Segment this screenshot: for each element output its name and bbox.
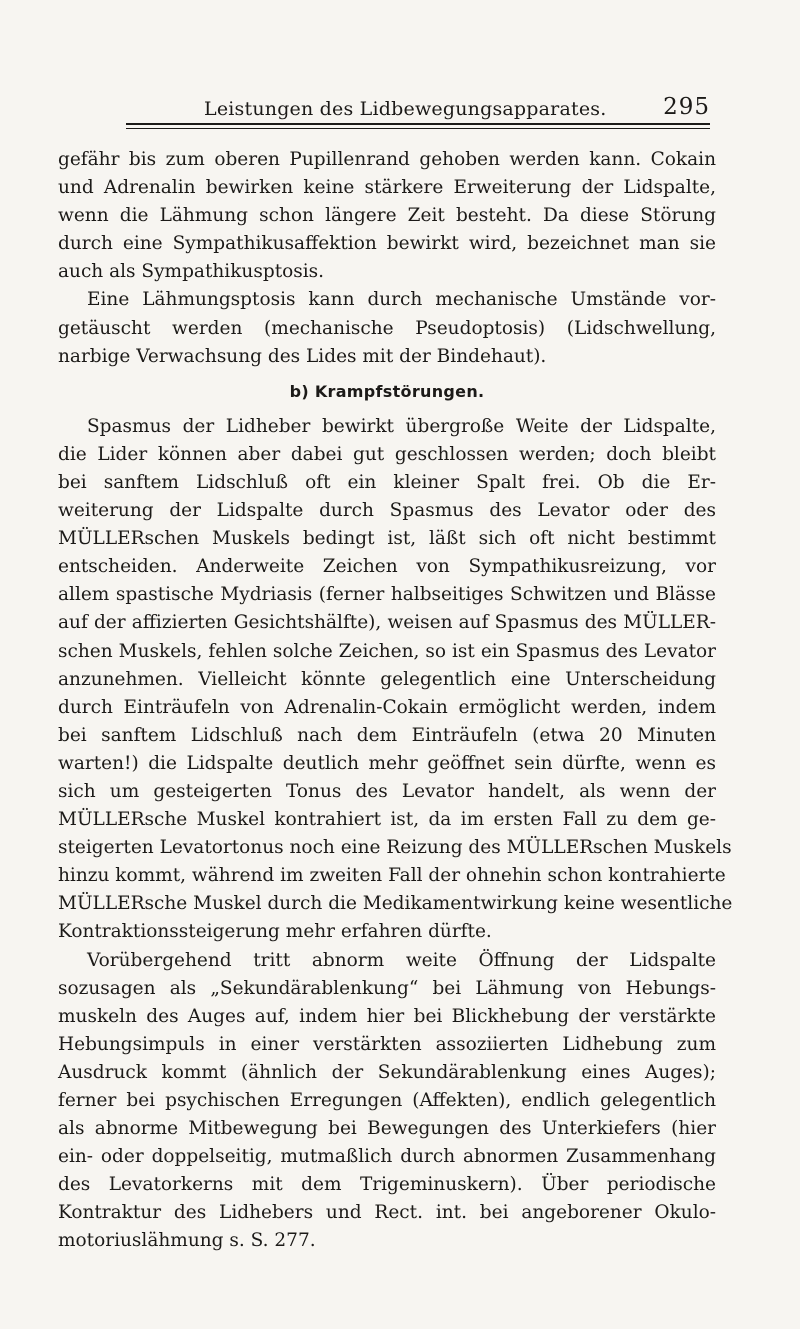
body-text [58, 146, 733, 1256]
text-line: auf der affizierten Gesichtshälfte), weisen auf Spasmus des MÜLLER- [58, 612, 716, 634]
text-line: wenn die Lähmung schon längere Zeit besteht. Da diese Störung [58, 205, 716, 227]
text-line: bei sanftem Lidschluß oft ein kleiner Spalt frei. Ob die Er- [58, 471, 716, 493]
text-line: muskeln des Auges auf, indem hier bei Blickhebung der verstärkte [58, 1005, 716, 1027]
text-line: sozusagen als „Sekundärablenkung“ bei Lähmung von Hebungs- [58, 977, 716, 999]
header-rule-thick [126, 123, 710, 125]
text-line: warten!) die Lidspalte deutlich mehr geöffnet sein dürfte, wenn es [58, 752, 716, 774]
text-line: und Adrenalin bewirken keine stärkere Erweiterung der Lidspalte, [58, 177, 716, 199]
page-number: 295 [663, 94, 710, 120]
text-line: motoriuslähmung s. S. 277. [58, 1230, 316, 1252]
text-line: Ausdruck kommt (ähnlich der Sekundärablenkung eines Auges); [58, 1061, 716, 1083]
text-line: Kontraktur des Lidhebers und Rect. int. bei angeborener Okulo- [58, 1202, 716, 1224]
running-head-title: Leistungen des Lidbewegungsapparates. [204, 98, 607, 120]
text-line: steigerten Levatortonus noch eine Reizung des MÜLLERschen Muskels [58, 837, 732, 859]
text-line: anzunehmen. Vielleicht könnte gelegentlich eine Unterscheidung [58, 668, 716, 690]
text-line: durch eine Sympathikusaffektion bewirkt wird, bezeichnet man sie [58, 233, 716, 255]
section-heading: b) Krampfstörungen. [289, 381, 485, 401]
text-line: getäuscht werden (mechanische Pseudoptosis) (Lidschwellung, [58, 317, 716, 339]
text-line: auch als Sympathikusptosis. [58, 261, 325, 283]
text-line: hinzu kommt, während im zweiten Fall der ohnehin schon kontrahierte [58, 865, 726, 887]
header-rule-thin [126, 128, 710, 129]
text-line: MÜLLERschen Muskels bedingt ist, läßt sich oft nicht bestimmt [58, 528, 716, 550]
text-line: als abnorme Mitbewegung bei Bewegungen des Unterkiefers (hier [58, 1118, 716, 1140]
text-line: MÜLLERsche Muskel durch die Medikamentwirkung keine wesentliche [58, 893, 733, 915]
text-line: MÜLLERsche Muskel kontrahiert ist, da im ersten Fall zu dem ge- [58, 809, 716, 831]
text-line: gefähr bis zum oberen Pupillenrand gehoben werden kann. Cokain [58, 149, 716, 170]
text-line: schen Muskels, fehlen solche Zeichen, so ist ein Spasmus des Levator [58, 640, 716, 662]
text-line: ein- oder doppelseitig, mutmaßlich durch abnormen Zusammenhang [58, 1146, 716, 1168]
text-line: Spasmus der Lidheber bewirkt übergroße Weite der Lidspalte, [87, 415, 716, 437]
text-line: Vorübergehend tritt abnorm weite Öffnung der Lidspalte [87, 949, 716, 971]
text-line: entscheiden. Anderweite Zeichen von Sympathikusreizung, vor [58, 556, 716, 578]
text-line: die Lider können aber dabei gut geschlossen werden; doch bleibt [58, 443, 716, 465]
text-line: allem spastische Mydriasis (ferner halbseitiges Schwitzen und Blässe [58, 584, 716, 606]
text-line: ferner bei psychischen Erregungen (Affekten), endlich gelegentlich [58, 1090, 716, 1111]
text-line: Kontraktionssteigerung mehr erfahren dürfte. [58, 921, 492, 943]
text-line: bei sanftem Lidschluß nach dem Einträufeln (etwa 20 Minuten [58, 724, 716, 746]
running-head [126, 96, 710, 132]
text-line: Eine Lähmungsptosis kann durch mechanische Umstände vor- [87, 289, 716, 311]
text-line: narbige Verwachsung des Lides mit der Bindehaut). [58, 345, 547, 367]
text-line: durch Einträufeln von Adrenalin-Cokain ermöglicht werden, indem [58, 696, 716, 718]
text-line: sich um gesteigerten Tonus des Levator handelt, als wenn der [58, 780, 716, 802]
text-line: des Levatorkerns mit dem Trigeminuskern). Über periodische [58, 1174, 716, 1196]
text-line: Hebungsimpuls in einer verstärkten assoziierten Lidhebung zum [58, 1033, 716, 1055]
text-line: weiterung der Lidspalte durch Spasmus des Levator oder des [58, 500, 716, 522]
